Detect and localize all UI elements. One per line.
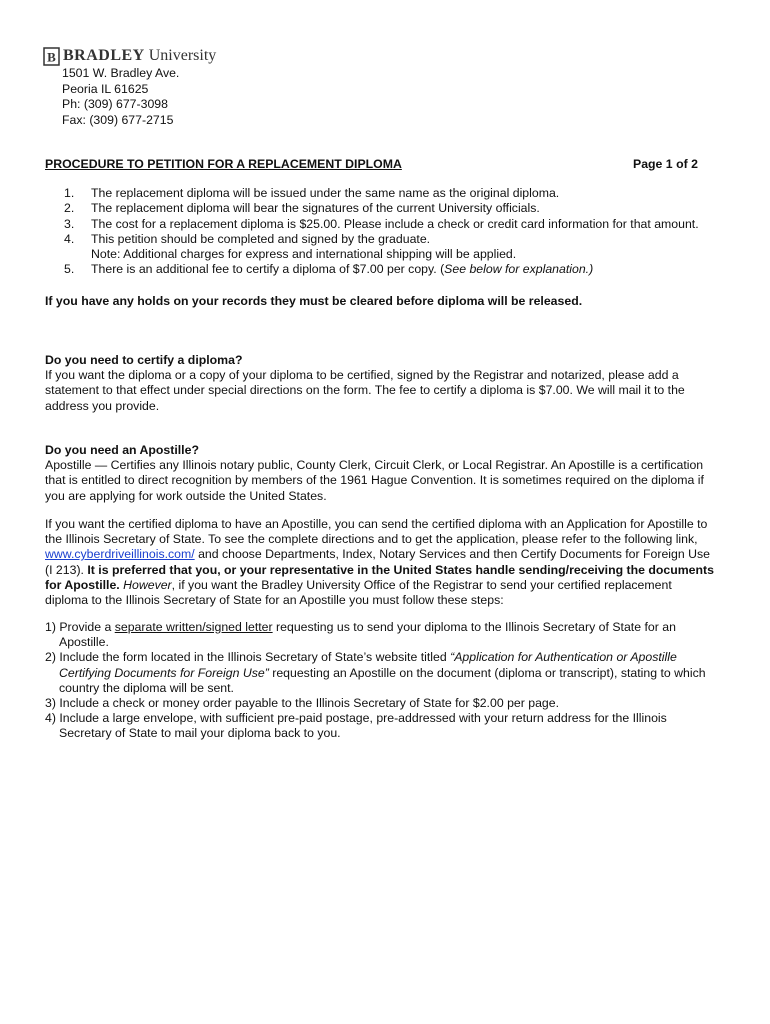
cyberdrive-link[interactable]: www.cyberdriveillinois.com/	[45, 547, 195, 562]
step-4: 4) Include a large envelope, with sufficient pre-paid postage, pre-addressed with your return address for the Illinois	[45, 711, 667, 726]
page-number: Page 1 of 2	[633, 157, 698, 171]
logo-university: University	[148, 47, 217, 64]
step-1-cont: Apostille.	[59, 635, 109, 650]
list-item: 2. The replacement diploma will bear the signatures of the current University officials.	[64, 201, 540, 216]
apostille-steps	[45, 620, 745, 742]
apostille-para-line: the Illinois Secretary of State. To see the complete directions and to get the application, please refer to the following link,	[45, 532, 698, 547]
certify-line: statement to that effect under special directions on the form. The fee to certify a diploma is $7.00. We will mail it to the	[45, 383, 685, 398]
svg-text:B: B	[47, 49, 56, 64]
list-item: 3. The cost for a replacement diploma is $25.00. Please include a check or credit card information for that amount.	[64, 216, 699, 231]
apostille-line: you are applying for work outside the United States.	[45, 488, 327, 503]
list-item: 4. This petition should be completed and signed by the graduate.	[64, 231, 431, 246]
apostille-para-line: diploma to the Illinois Secretary of State for an Apostille you must follow these steps:	[45, 593, 504, 608]
certify-section	[45, 353, 735, 414]
apostille-heading: Do you need an Apostille?	[45, 443, 199, 457]
address-block	[62, 66, 179, 128]
address-street: 1501 W. Bradley Ave.	[62, 66, 180, 80]
step-3: 3) Include a check or money order payable to the Illinois Secretary of State for $2.00 per page.	[45, 696, 560, 711]
step-2-cont: Certifying Documents for Foreign Use” requesting an Apostille on the document (diploma or transcript), stating to which	[59, 665, 706, 680]
list-item: 5. There is an additional fee to certify a diploma of $7.00 per copy. (See below for explanation.)	[64, 262, 594, 277]
address-city: Peoria IL 61625	[62, 81, 149, 96]
list-note: Note: Additional charges for express and international shipping will be applied.	[91, 247, 517, 262]
bradley-logo	[43, 45, 216, 67]
certify-heading: Do you need to certify a diploma?	[45, 353, 243, 367]
apostille-para-line: www.cyberdriveillinois.com/ and choose Departments, Index, Notary Services and then Certify Documents for Foreign Use	[45, 547, 711, 562]
certify-line: address you provide.	[45, 398, 160, 413]
apostille-para-line: If you want the certified diploma to have an Apostille, you can send the certified diploma with an Application for Apostille to	[45, 517, 708, 531]
apostille-line: Apostille — Certifies any Illinois notary public, County Clerk, Circuit Clerk, or Local Registrar. An Apostille is a certification	[45, 458, 704, 473]
page-title: PROCEDURE TO PETITION FOR A REPLACEMENT DIPLOMA	[45, 157, 402, 171]
step-1: 1) Provide a separate written/signed letter requesting us to send your diploma to the Illinois Secretary of State for an	[45, 620, 676, 634]
apostille-line: that is entitled to direct recognition by members of the 1961 Hague Convention. It is sometimes required on the diploma if	[45, 473, 704, 488]
certify-line: If you want the diploma or a copy of your diploma to be certified, signed by the Registrar and notarized, please add a	[45, 368, 679, 383]
apostille-para-line: (I 213). It is preferred that you, or your representative in the United States handle sending/receiving the documents	[45, 562, 714, 577]
step-2: 2) Include the form located in the Illinois Secretary of State’s website titled “Application for Authentication or Apostille	[45, 650, 677, 665]
address-phone: Ph: (309) 677-3098	[62, 97, 168, 111]
logo-word: BRADLEY	[63, 47, 145, 64]
apostille-section	[45, 443, 735, 504]
list-item: 1. The replacement diploma will be issued under the same name as the original diploma.	[64, 186, 560, 200]
holds-notice: If you have any holds on your records they must be cleared before diploma will be released.	[45, 294, 583, 308]
step-4-cont: Secretary of State to mail your diploma back to you.	[59, 726, 341, 741]
numbered-list	[64, 186, 699, 278]
apostille-para-line: for Apostille. However, if you want the Bradley University Office of the Registrar to send your certified replacement	[45, 577, 672, 592]
address-fax: Fax: (309) 677-2715	[62, 112, 174, 127]
apostille-instructions	[45, 517, 735, 608]
bradley-crest-icon	[43, 47, 60, 66]
step-2-cont: country the diploma will be sent.	[59, 680, 234, 695]
